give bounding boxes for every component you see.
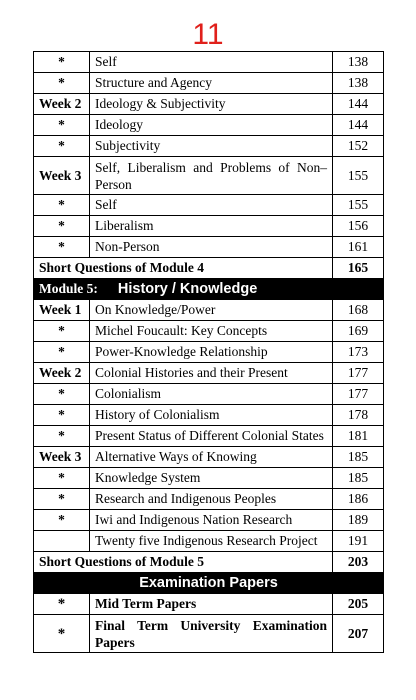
row-page: 185 <box>333 468 384 489</box>
summary-label: Short Questions of Module 4 <box>34 258 333 279</box>
row-page: 186 <box>333 489 384 510</box>
row-marker: * <box>34 52 90 73</box>
row-marker: * <box>34 615 90 653</box>
row-topic: Liberalism <box>90 216 333 237</box>
row-page: 168 <box>333 300 384 321</box>
row-topic: Twenty five Indigenous Research Project <box>90 531 333 552</box>
row-topic: Ideology & Subjectivity <box>90 94 333 115</box>
row-page: 178 <box>333 405 384 426</box>
toc-row <box>34 136 384 157</box>
toc-row <box>34 363 384 384</box>
row-topic: Self <box>90 195 333 216</box>
toc-row <box>34 531 384 552</box>
row-page: 173 <box>333 342 384 363</box>
row-topic: Knowledge System <box>90 468 333 489</box>
row-page: 144 <box>333 94 384 115</box>
toc-row <box>34 52 384 73</box>
toc-row <box>34 405 384 426</box>
toc-row <box>34 115 384 136</box>
toc-row <box>34 94 384 115</box>
row-marker: Week 3 <box>34 447 90 468</box>
row-marker: * <box>34 489 90 510</box>
module-title: History / Knowledge <box>117 281 258 297</box>
row-topic: Self, Liberalism and Problems of Non–Person <box>90 157 333 195</box>
row-page: 205 <box>333 594 384 615</box>
toc-row <box>34 447 384 468</box>
page-number: 11 <box>192 18 224 51</box>
row-marker: Week 1 <box>34 300 90 321</box>
row-page: 189 <box>333 510 384 531</box>
row-topic: Non-Person <box>90 237 333 258</box>
row-page: 155 <box>333 157 384 195</box>
row-topic: Alternative Ways of Knowing <box>90 447 333 468</box>
toc-row <box>34 615 384 653</box>
toc-row <box>34 216 384 237</box>
toc-row <box>34 300 384 321</box>
module-header-row <box>34 279 384 300</box>
toc-row <box>34 237 384 258</box>
module-label: Module 5: <box>39 281 98 296</box>
table-of-contents <box>33 51 384 653</box>
row-topic: Subjectivity <box>90 136 333 157</box>
row-marker: * <box>34 426 90 447</box>
row-topic: Final Term University Examination Papers <box>90 615 333 653</box>
row-page: 165 <box>333 258 384 279</box>
row-marker: Week 2 <box>34 94 90 115</box>
row-topic: Iwi and Indigenous Nation Research <box>90 510 333 531</box>
row-topic: Mid Term Papers <box>90 594 333 615</box>
row-page: 203 <box>333 552 384 573</box>
row-page: 177 <box>333 384 384 405</box>
module-header <box>34 279 384 300</box>
toc-row <box>34 468 384 489</box>
row-topic: Colonialism <box>90 384 333 405</box>
section-header-row <box>34 573 384 594</box>
row-topic: Power-Knowledge Relationship <box>90 342 333 363</box>
row-page: 169 <box>333 321 384 342</box>
row-page: 207 <box>333 615 384 653</box>
row-topic: Michel Foucault: Key Concepts <box>90 321 333 342</box>
row-page: 138 <box>333 73 384 94</box>
toc-row <box>34 73 384 94</box>
row-topic: Ideology <box>90 115 333 136</box>
row-topic: Self <box>90 52 333 73</box>
row-page: 191 <box>333 531 384 552</box>
toc-row <box>34 384 384 405</box>
row-marker: * <box>34 342 90 363</box>
toc-row <box>34 195 384 216</box>
row-topic: Structure and Agency <box>90 73 333 94</box>
section-header: Examination Papers <box>34 573 384 594</box>
toc-row <box>34 510 384 531</box>
row-page: 185 <box>333 447 384 468</box>
row-page: 156 <box>333 216 384 237</box>
row-marker: * <box>34 321 90 342</box>
row-marker <box>34 531 90 552</box>
row-page: 177 <box>333 363 384 384</box>
toc-row <box>34 157 384 195</box>
row-topic: History of Colonialism <box>90 405 333 426</box>
row-marker: * <box>34 384 90 405</box>
row-page: 138 <box>333 52 384 73</box>
summary-label: Short Questions of Module 5 <box>34 552 333 573</box>
row-marker: * <box>34 195 90 216</box>
row-marker: * <box>34 237 90 258</box>
row-topic: On Knowledge/Power <box>90 300 333 321</box>
row-marker: * <box>34 594 90 615</box>
toc-row <box>34 594 384 615</box>
row-marker: * <box>34 73 90 94</box>
row-marker: * <box>34 115 90 136</box>
row-page: 181 <box>333 426 384 447</box>
row-marker: Week 3 <box>34 157 90 195</box>
row-marker: * <box>34 468 90 489</box>
row-page: 152 <box>333 136 384 157</box>
row-marker: * <box>34 405 90 426</box>
toc-row <box>34 321 384 342</box>
row-topic: Present Status of Different Colonial States <box>90 426 333 447</box>
row-marker: * <box>34 136 90 157</box>
toc-row <box>34 342 384 363</box>
row-topic: Colonial Histories and their Present <box>90 363 333 384</box>
row-page: 155 <box>333 195 384 216</box>
toc-row <box>34 489 384 510</box>
row-marker: * <box>34 510 90 531</box>
module-summary-row <box>34 552 384 573</box>
toc-row <box>34 426 384 447</box>
row-page: 144 <box>333 115 384 136</box>
row-marker: Week 2 <box>34 363 90 384</box>
row-page: 161 <box>333 237 384 258</box>
row-topic: Research and Indigenous Peoples <box>90 489 333 510</box>
module-summary-row <box>34 258 384 279</box>
row-marker: * <box>34 216 90 237</box>
